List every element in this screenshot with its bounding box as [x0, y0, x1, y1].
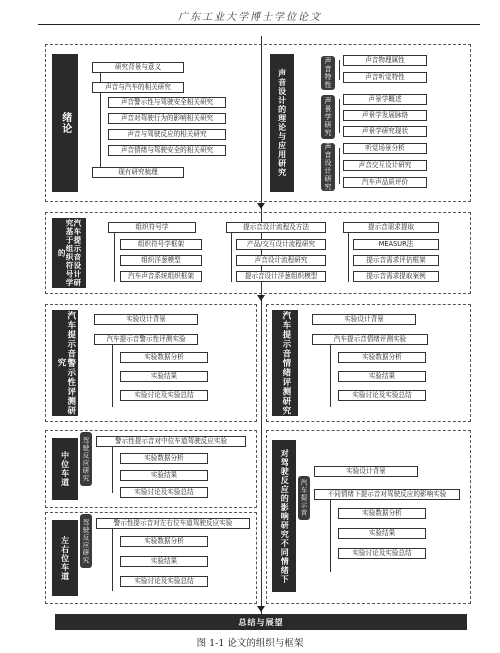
emotion-driving-item: 实验设计背景 [314, 466, 418, 477]
theory-group-pill: 声音设计研究 [321, 143, 335, 191]
middle-lane-item: 实验结果 [120, 470, 208, 481]
side-lane-item: 实验讨论及实验总结 [120, 576, 208, 587]
semiotics-connector [348, 232, 349, 282]
emotion-eval-item: 实验设计背景 [312, 314, 416, 325]
flow-arrow [257, 203, 265, 209]
header-rule [38, 24, 480, 25]
emotion-driving-item: 实验讨论及实验总结 [338, 548, 426, 559]
emotion-eval-item: 实验结果 [338, 371, 426, 382]
intro-item: 声音与驾驶反应的相关研究 [108, 129, 226, 140]
theory-item: 声音交互设计研究 [343, 160, 427, 171]
theory-group-pill: 声音特性 [321, 56, 335, 90]
semiotics-column-title: 提示音需求提取 [343, 222, 439, 233]
side-lane-item: 警示性提示音对左右位车道驾驶反应实验 [96, 518, 250, 529]
theory-connector [339, 60, 340, 80]
alert-eval-bar-label: 汽车提示音警示性评测研究 [56, 310, 76, 416]
emotion-driving-item: 实验结果 [338, 528, 426, 539]
intro-item: 声音警示性与驾驶安全相关研究 [108, 97, 226, 108]
alert-eval-item: 实验设计背景 [94, 314, 198, 325]
emotion-eval-item: 实验数据分析 [338, 352, 426, 363]
middle-lane-bar-label: 中位车道 [60, 451, 70, 487]
middle-lane-pill: 驾驶反应研究 [80, 432, 92, 486]
middle-lane-connector [112, 447, 113, 493]
intro-item: 研究背景与意义 [92, 62, 184, 73]
emotion-eval-bar-label: 汽车提示音情绪评测研究 [280, 310, 291, 416]
theory-item: 声景学概述 [343, 94, 427, 105]
emotion-eval-connector [330, 345, 331, 407]
semiotics-item: 提示音需求评估框架 [353, 255, 439, 266]
middle-lane-item: 实验讨论及实验总结 [120, 487, 208, 498]
middle-lane-bar [52, 438, 78, 500]
alert-eval-item: 实验数据分析 [120, 352, 208, 363]
semiotics-item: 组织洋葱模型 [120, 255, 202, 266]
intro-item: 声音对驾驶行为的影响相关研究 [108, 113, 226, 124]
emotion-driving-item: 不同情绪下提示音对驾驶反应的影响实验 [314, 489, 460, 500]
alert-eval-connector [112, 345, 113, 407]
middle-lane-item: 实验数据分析 [120, 453, 208, 464]
semiotics-item: 汽车声音系统组织框架 [120, 271, 202, 282]
side-lane-bar [52, 520, 78, 596]
theory-connector [339, 148, 340, 184]
semiotics-connector [114, 232, 115, 282]
alert-eval-bar [52, 310, 78, 416]
intro-item: 声音与汽车的相关研究 [92, 82, 184, 93]
conclusion-bar: 总结与展望 [55, 614, 467, 630]
emotion-driving-connector [330, 500, 331, 572]
semiotics-column-title: 提示音设计流程及方法 [226, 222, 326, 233]
emotion-eval-item: 汽车提示音情绪评测实验 [312, 334, 428, 345]
theory-item: 声景学发展脉络 [343, 110, 427, 121]
emotion-driving-bar-label: 对驾驶反应的影响研究不同情绪下 [280, 448, 290, 584]
semiotics-item: 提示音需求提取案例 [353, 271, 439, 282]
semiotics-bar [52, 218, 86, 288]
page-header: 广东工业大学博士学位论文 [178, 12, 322, 23]
emotion-eval-bar [272, 310, 298, 416]
alert-eval-item: 实验讨论及实验总结 [120, 390, 208, 401]
side-lane-item: 实验数据分析 [120, 536, 208, 547]
semiotics-item: MEASUR法 [353, 239, 439, 250]
theory-bar-label: 声音设计的理论与应用研究 [277, 69, 287, 177]
emotion-driving-bar [272, 440, 296, 592]
side-lane-pill: 驾驶反应研究 [80, 514, 92, 568]
theory-item: 汽车声品质评价 [343, 177, 427, 188]
flow-arrow [257, 295, 265, 301]
theory-bar [270, 54, 294, 192]
theory-item: 声音物理属性 [343, 55, 427, 66]
theory-item: 声景学研究现状 [343, 126, 427, 137]
theory-item: 声音听觉特性 [343, 72, 427, 83]
flow-arrow [257, 606, 265, 612]
theory-item: 听觉场景分析 [343, 143, 427, 154]
intro-bar [52, 54, 78, 192]
side-lane-connector [112, 529, 113, 591]
alert-eval-item: 汽车提示音警示性评测实验 [94, 334, 198, 345]
semiotics-item: 声音设计流程研究 [236, 255, 326, 266]
emotion-driving-pill: 汽车提示音 [298, 476, 310, 520]
emotion-driving-item: 实验数据分析 [338, 508, 426, 519]
semiotics-bar-label: 汽车提示音设计研究基于组织符号学的 [57, 219, 82, 287]
intro-item: 声音情绪与驾驶安全的相关研究 [108, 145, 226, 156]
theory-group-pill: 声景学研究 [321, 95, 335, 139]
side-lane-bar-label: 左右位车道 [60, 535, 70, 581]
intro-bar-label: 绪论 [59, 112, 71, 134]
semiotics-item: 提示音设计洋葱组织模型 [236, 271, 326, 282]
intro-item: 现有研究梳理 [92, 167, 184, 178]
figure-caption: 图 1-1 论文的组织与框架 [196, 638, 304, 649]
alert-eval-item: 实验结果 [120, 371, 208, 382]
semiotics-item: 产品/交互设计流程研究 [236, 239, 326, 250]
semiotics-connector [231, 232, 232, 282]
emotion-eval-item: 实验讨论及实验总结 [338, 390, 426, 401]
theory-connector [339, 99, 340, 133]
side-lane-item: 实验结果 [120, 556, 208, 567]
semiotics-column-title: 组织符号学 [108, 222, 196, 233]
middle-lane-item: 警示性提示音对中位车道驾驶反应实验 [96, 436, 246, 447]
semiotics-item: 组织符号学框架 [120, 239, 202, 250]
